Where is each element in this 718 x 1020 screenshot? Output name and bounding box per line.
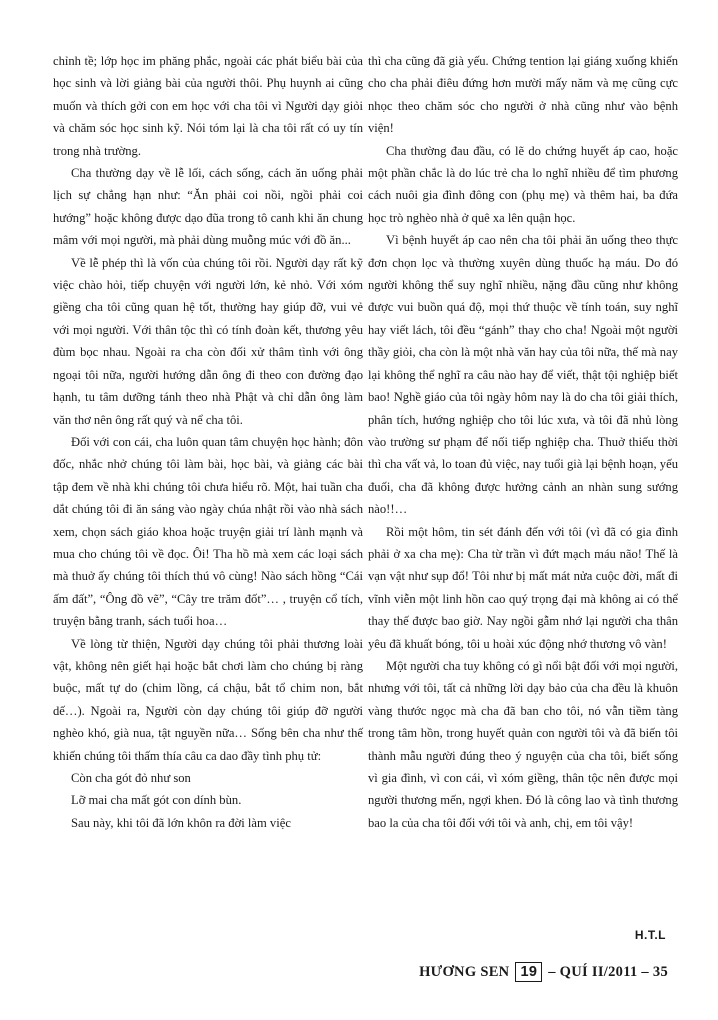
paragraph: Cha thường đau đầu, có lẽ do chứng huyết áp cao, hoặc một phần chắc là do lúc trẻ cha lo nghĩ nhiều để tìm phương cách nuôi gia đình đông con (phụ mẹ) và thêm hai, ba đứa học trò nghèo nhà ở quê xa lên quận học. — [368, 143, 678, 225]
paragraph: Về lễ phép thì là vốn của chúng tôi rồi. Người dạy rất kỹ việc chào hỏi, tiếp chuyện với người lớn, kẻ nhỏ. Với xóm giềng cha tôi cũng quan hệ tốt, thường hay giúp đỡ, vui vẻ với mọi người. Với thân tộc thì có tính đoàn kết, thương yêu đùm bọc nhau. Ngoài ra cha còn đối xử thâm tình với ông ngoại tôi nữa, người hướng dẫn ông đi theo con đường đạo hạnh, tu tâm dưỡng tánh theo nhà Phật và chỉ dẫn ông làm văn thơ nên ông rất quý và nể cha tôi. — [53, 255, 363, 427]
author-signature: H.T.L — [634, 928, 666, 942]
verse-line: Còn cha gót đỏ như son — [71, 771, 191, 785]
paragraph: chỉnh tề; lớp học im phăng phắc, ngoài các phát biểu bài của học sinh và lời giảng bài của người thôi. Phụ huynh ai cũng muốn và thích gởi con em học với cha tôi vì Người dạy giỏi và chăm sóc học sinh kỹ. Nói tóm lại là cha tôi rất có uy tín trong nhà trường. — [53, 54, 363, 158]
paragraph: Vì bệnh huyết áp cao nên cha tôi phải ăn uống theo thực đơn chọn lọc và thường xuyên dùng thuốc hạ máu. Do đó người không thể suy nghĩ nhiều, nặng đầu cũng như không được vui buồn quá độ, mọi thứ thuộc về tính toán, suy nghĩ hay viết lách, tôi đều “gánh” thay cho cha! Ngoài một người thầy giỏi, cha còn là một nhà văn hay của tôi nữa, thế mà nay lại không thể nghĩ ra câu nào hay để viết, thật tội nghiệp biết bao! Nghề giáo của tôi ngày hôm nay là do cha tôi giải thích, phân tích, hướng nghiệp cho tôi lúc xưa, và tôi đã nhủ lòng vào trường sư phạm để nối tiếp nghiệp cha. Thuở thiếu thời thì cha vất vả, lo toan đủ việc, nay tuổi già lại bệnh hoạn, yếu đuối, cha đã không được hưởng cảnh an nhàn sung sướng nào!!… — [368, 233, 678, 517]
magazine-name: HƯƠNG SEN — [419, 963, 510, 980]
paragraph: Cha thường dạy về lễ lối, cách sống, cách ăn uống phải lịch sự chẳng hạn như: “Ăn phải coi nồi, ngồi phải coi hướng” hoặc không được dạo đũa trong tô canh khi ăn chung mâm với mọi người, mà phải dùng muỗng múc với đồ ăn... — [53, 166, 363, 248]
verse-line: Lỡ mai cha mất gót con dính bùn. — [71, 793, 242, 808]
paragraph: Sau này, khi tôi đã lớn khôn ra đời làm việc — [71, 815, 291, 830]
page-footer — [419, 962, 668, 982]
issue-period-page: – QUÍ II/2011 – 35 — [548, 963, 668, 980]
paragraph: Một người cha tuy không có gì nổi bật đối với mọi người, nhưng với tôi, tất cả những lời dạy bảo của cha đều là khuôn vàng thước ngọc mà cha đã ban cho tôi, nó vẫn tiềm tàng trong tâm hồn, trong huyết quản con người tôi và đã biến tôi thành mẫu người đúng theo ý nguyện của cha tôi, biết sống vì gia đình, vì con cái, vì xóm giềng, thân tộc nên được mọi người thương mến, ngợi khen. Đó là công lao và tình thương bao la của cha tôi đối với tôi và anh, chị, em tôi vậy! — [368, 658, 678, 830]
issue-number-box: 19 — [515, 962, 542, 982]
right-column — [368, 50, 678, 834]
paragraph: Về lòng từ thiện, Người dạy chúng tôi phải thương loài vật, không nên giết hại hoặc bắt chơi làm cho chúng bị ràng buộc, mất tự do (chim lồng, cá chậu, bắt tổ chim non, bắt dế…). Ngoài ra, Người còn dạy chúng tôi giúp đỡ người nghèo khó, già nua, tật nguyền nữa… Sống bên cha như thế khiến chúng tôi thấm thía câu ca dao đầy tình phụ tử: — [53, 636, 363, 763]
left-column — [53, 50, 363, 834]
paragraph: Rồi một hôm, tin sét đánh đến với tôi (vì đã có gia đình phải ở xa cha mẹ): Cha từ trần vì đứt mạch máu não! Thế là vạn vật như sụp đổ! Tôi như bị mất mát nửa cuộc đời, mất đi vĩnh viễn một linh hồn cao quý trọng đại mà không ai có thể thay thế được bao giờ. Nay ngồi gẫm nhớ lại người cha thân yêu đã khuất bóng, tôi u hoài xúc động nhớ thương vô vàn! — [368, 524, 678, 651]
paragraph: Đối với con cái, cha luôn quan tâm chuyện học hành; đôn đốc, nhắc nhở chúng tôi làm bài, học bài, và giảng các bài tập đem về nhà khi chúng tôi chưa hiểu rõ. Một, hai tuần cha dắt chúng tôi đi ăn sáng vào ngày chúa nhật rồi vào nhà sách xem, chọn sách giáo khoa hoặc truyện giải trí lành mạnh và mua cho chúng tôi về đọc. Ôi! Tha hồ mà xem các loại sách mà thuở ấy chúng tôi thích thú vô cùng! Nào sách hồng “Cái ấm đất”, “Ông đồ vẽ”, “Cây tre trăm đốt”… , truyện cổ tích, truyện bằng tranh, sách tuổi hoa… — [53, 434, 363, 629]
paragraph: thì cha cũng đã già yếu. Chứng tention lại giáng xuống khiến cho cha phải điêu đứng hơn mười mấy năm và mẹ cũng cực nhọc theo chăm sóc cho người ở nhà cũng như vào bệnh viện! — [368, 54, 678, 136]
